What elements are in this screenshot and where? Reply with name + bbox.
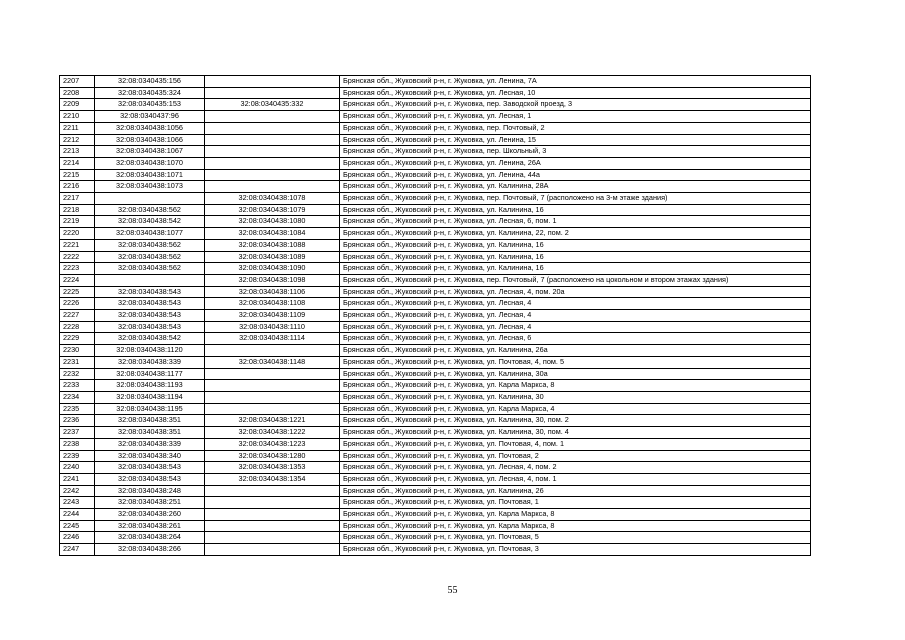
land-cadastral-number-cell: 32:08:0340438:340 — [95, 450, 205, 462]
land-cadastral-number-cell: 32:08:0340438:251 — [95, 497, 205, 509]
row-number-cell: 2245 — [60, 520, 95, 532]
object-cadastral-number-cell — [205, 345, 340, 357]
address-cell: Брянская обл., Жуковский р-н, г. Жуковка, ул. Лесная, 6, пом. 1 — [340, 216, 811, 228]
row-number-cell: 2222 — [60, 251, 95, 263]
land-cadastral-number-cell: 32:08:0340438:260 — [95, 509, 205, 521]
table-row — [60, 111, 811, 123]
object-cadastral-number-cell — [205, 111, 340, 123]
table-row — [60, 146, 811, 158]
object-cadastral-number-cell: 32:08:0340438:1089 — [205, 251, 340, 263]
address-cell: Брянская обл., Жуковский р-н, г. Жуковка, ул. Калинина, 30а — [340, 368, 811, 380]
table-row — [60, 415, 811, 427]
table-row — [60, 263, 811, 275]
land-cadastral-number-cell: 32:08:0340438:1056 — [95, 122, 205, 134]
object-cadastral-number-cell: 32:08:0340438:1080 — [205, 216, 340, 228]
row-number-cell: 2239 — [60, 450, 95, 462]
table-row — [60, 520, 811, 532]
address-cell: Брянская обл., Жуковский р-н, г. Жуковка, ул. Лесная, 4 — [340, 310, 811, 322]
table-row — [60, 216, 811, 228]
object-cadastral-number-cell: 32:08:0340438:1090 — [205, 263, 340, 275]
object-cadastral-number-cell — [205, 368, 340, 380]
object-cadastral-number-cell: 32:08:0340438:1084 — [205, 228, 340, 240]
address-cell: Брянская обл., Жуковский р-н, г. Жуковка, ул. Ленина, 15 — [340, 134, 811, 146]
object-cadastral-number-cell: 32:08:0340438:1223 — [205, 438, 340, 450]
land-cadastral-number-cell: 32:08:0340438:351 — [95, 415, 205, 427]
row-number-cell: 2231 — [60, 356, 95, 368]
object-cadastral-number-cell: 32:08:0340438:1280 — [205, 450, 340, 462]
table-row — [60, 427, 811, 439]
table-row — [60, 462, 811, 474]
address-cell: Брянская обл., Жуковский р-н, г. Жуковка, ул. Калинина, 16 — [340, 239, 811, 251]
row-number-cell: 2207 — [60, 76, 95, 88]
land-cadastral-number-cell: 32:08:0340438:543 — [95, 298, 205, 310]
object-cadastral-number-cell: 32:08:0340435:332 — [205, 99, 340, 111]
object-cadastral-number-cell — [205, 157, 340, 169]
table-row — [60, 485, 811, 497]
row-number-cell: 2218 — [60, 204, 95, 216]
row-number-cell: 2227 — [60, 310, 95, 322]
table-row — [60, 134, 811, 146]
land-cadastral-number-cell: 32:08:0340438:1070 — [95, 157, 205, 169]
land-cadastral-number-cell: 32:08:0340438:248 — [95, 485, 205, 497]
land-cadastral-number-cell: 32:08:0340438:1194 — [95, 391, 205, 403]
table-row — [60, 391, 811, 403]
land-cadastral-number-cell: 32:08:0340438:562 — [95, 204, 205, 216]
address-cell: Брянская обл., Жуковский р-н, г. Жуковка, ул. Калинина, 26 — [340, 485, 811, 497]
table-row — [60, 450, 811, 462]
land-cadastral-number-cell: 32:08:0340438:542 — [95, 333, 205, 345]
object-cadastral-number-cell: 32:08:0340438:1222 — [205, 427, 340, 439]
row-number-cell: 2223 — [60, 263, 95, 275]
object-cadastral-number-cell — [205, 497, 340, 509]
land-cadastral-number-cell: 32:08:0340435:153 — [95, 99, 205, 111]
row-number-cell: 2215 — [60, 169, 95, 181]
row-number-cell: 2221 — [60, 239, 95, 251]
row-number-cell: 2243 — [60, 497, 95, 509]
land-cadastral-number-cell: 32:08:0340438:543 — [95, 462, 205, 474]
row-number-cell: 2240 — [60, 462, 95, 474]
object-cadastral-number-cell: 32:08:0340438:1221 — [205, 415, 340, 427]
object-cadastral-number-cell — [205, 169, 340, 181]
row-number-cell: 2242 — [60, 485, 95, 497]
address-cell: Брянская обл., Жуковский р-н, г. Жуковка, пер. Почтовый, 7 (расположено на 3-м этаже здания) — [340, 193, 811, 205]
object-cadastral-number-cell — [205, 485, 340, 497]
object-cadastral-number-cell — [205, 76, 340, 88]
row-number-cell: 2219 — [60, 216, 95, 228]
object-cadastral-number-cell — [205, 403, 340, 415]
table-row — [60, 380, 811, 392]
table-row — [60, 509, 811, 521]
object-cadastral-number-cell: 32:08:0340438:1078 — [205, 193, 340, 205]
object-cadastral-number-cell: 32:08:0340438:1353 — [205, 462, 340, 474]
land-cadastral-number-cell: 32:08:0340438:562 — [95, 239, 205, 251]
land-cadastral-number-cell: 32:08:0340438:351 — [95, 427, 205, 439]
page-number: 55 — [447, 585, 458, 596]
row-number-cell: 2241 — [60, 473, 95, 485]
address-cell: Брянская обл., Жуковский р-н, г. Жуковка, пер. Заводской проезд, 3 — [340, 99, 811, 111]
row-number-cell: 2228 — [60, 321, 95, 333]
address-cell: Брянская обл., Жуковский р-н, г. Жуковка, ул. Лесная, 1 — [340, 111, 811, 123]
table-row — [60, 298, 811, 310]
object-cadastral-number-cell — [205, 146, 340, 158]
row-number-cell: 2230 — [60, 345, 95, 357]
address-cell: Брянская обл., Жуковский р-н, г. Жуковка, пер. Почтовый, 7 (расположено на цокольном и втором этажах здания) — [340, 274, 811, 286]
row-number-cell: 2238 — [60, 438, 95, 450]
object-cadastral-number-cell — [205, 544, 340, 556]
table-row — [60, 122, 811, 134]
table-row — [60, 368, 811, 380]
row-number-cell: 2211 — [60, 122, 95, 134]
table-row — [60, 193, 811, 205]
land-cadastral-number-cell: 32:08:0340435:324 — [95, 87, 205, 99]
row-number-cell: 2244 — [60, 509, 95, 521]
land-cadastral-number-cell: 32:08:0340438:1195 — [95, 403, 205, 415]
land-cadastral-number-cell: 32:08:0340438:261 — [95, 520, 205, 532]
land-cadastral-number-cell: 32:08:0340435:156 — [95, 76, 205, 88]
row-number-cell: 2226 — [60, 298, 95, 310]
row-number-cell: 2237 — [60, 427, 95, 439]
address-cell: Брянская обл., Жуковский р-н, г. Жуковка, ул. Лесная, 6 — [340, 333, 811, 345]
table-row — [60, 204, 811, 216]
address-cell: Брянская обл., Жуковский р-н, г. Жуковка, пер. Почтовый, 2 — [340, 122, 811, 134]
land-cadastral-number-cell — [95, 274, 205, 286]
table-row — [60, 321, 811, 333]
table-row — [60, 239, 811, 251]
registry-table-body — [60, 76, 811, 556]
address-cell: Брянская обл., Жуковский р-н, г. Жуковка, ул. Почтовая, 4, пом. 1 — [340, 438, 811, 450]
address-cell: Брянская обл., Жуковский р-н, г. Жуковка, ул. Карла Маркса, 8 — [340, 509, 811, 521]
table-row — [60, 473, 811, 485]
land-cadastral-number-cell: 32:08:0340438:1067 — [95, 146, 205, 158]
object-cadastral-number-cell: 32:08:0340438:1354 — [205, 473, 340, 485]
address-cell: Брянская обл., Жуковский р-н, г. Жуковка, ул. Ленина, 26А — [340, 157, 811, 169]
row-number-cell: 2236 — [60, 415, 95, 427]
land-cadastral-number-cell: 32:08:0340438:266 — [95, 544, 205, 556]
row-number-cell: 2213 — [60, 146, 95, 158]
address-cell: Брянская обл., Жуковский р-н, г. Жуковка, ул. Лесная, 4, пом. 20а — [340, 286, 811, 298]
table-row — [60, 497, 811, 509]
object-cadastral-number-cell: 32:08:0340438:1114 — [205, 333, 340, 345]
table-row — [60, 345, 811, 357]
object-cadastral-number-cell: 32:08:0340438:1079 — [205, 204, 340, 216]
row-number-cell: 2210 — [60, 111, 95, 123]
object-cadastral-number-cell — [205, 391, 340, 403]
address-cell: Брянская обл., Жуковский р-н, г. Жуковка, ул. Почтовая, 4, пом. 5 — [340, 356, 811, 368]
land-cadastral-number-cell: 32:08:0340437:96 — [95, 111, 205, 123]
land-cadastral-number-cell: 32:08:0340438:339 — [95, 438, 205, 450]
object-cadastral-number-cell — [205, 122, 340, 134]
address-cell: Брянская обл., Жуковский р-н, г. Жуковка, ул. Калинина, 30, пом. 4 — [340, 427, 811, 439]
row-number-cell: 2212 — [60, 134, 95, 146]
address-cell: Брянская обл., Жуковский р-н, г. Жуковка, ул. Почтовая, 5 — [340, 532, 811, 544]
land-cadastral-number-cell: 32:08:0340438:562 — [95, 251, 205, 263]
table-row — [60, 99, 811, 111]
land-cadastral-number-cell: 32:08:0340438:339 — [95, 356, 205, 368]
address-cell: Брянская обл., Жуковский р-н, г. Жуковка, ул. Лесная, 4, пом. 1 — [340, 473, 811, 485]
table-row — [60, 251, 811, 263]
land-cadastral-number-cell: 32:08:0340438:1193 — [95, 380, 205, 392]
address-cell: Брянская обл., Жуковский р-н, г. Жуковка, ул. Калинина, 30, пом. 2 — [340, 415, 811, 427]
table-row — [60, 333, 811, 345]
object-cadastral-number-cell — [205, 134, 340, 146]
row-number-cell: 2208 — [60, 87, 95, 99]
row-number-cell: 2233 — [60, 380, 95, 392]
table-row — [60, 157, 811, 169]
table-row — [60, 87, 811, 99]
address-cell: Брянская обл., Жуковский р-н, г. Жуковка, ул. Почтовая, 2 — [340, 450, 811, 462]
row-number-cell: 2209 — [60, 99, 95, 111]
address-cell: Брянская обл., Жуковский р-н, г. Жуковка, ул. Калинина, 16 — [340, 204, 811, 216]
address-cell: Брянская обл., Жуковский р-н, г. Жуковка, ул. Карла Маркса, 8 — [340, 520, 811, 532]
table-row — [60, 356, 811, 368]
land-cadastral-number-cell: 32:08:0340438:1077 — [95, 228, 205, 240]
object-cadastral-number-cell — [205, 509, 340, 521]
object-cadastral-number-cell — [205, 380, 340, 392]
row-number-cell: 2217 — [60, 193, 95, 205]
object-cadastral-number-cell — [205, 532, 340, 544]
table-row — [60, 181, 811, 193]
object-cadastral-number-cell: 32:08:0340438:1108 — [205, 298, 340, 310]
object-cadastral-number-cell: 32:08:0340438:1109 — [205, 310, 340, 322]
land-cadastral-number-cell: 32:08:0340438:1120 — [95, 345, 205, 357]
land-cadastral-number-cell: 32:08:0340438:542 — [95, 216, 205, 228]
address-cell: Брянская обл., Жуковский р-н, г. Жуковка, ул. Почтовая, 3 — [340, 544, 811, 556]
table-row — [60, 438, 811, 450]
address-cell: Брянская обл., Жуковский р-н, г. Жуковка, ул. Калинина, 22, пом. 2 — [340, 228, 811, 240]
land-cadastral-number-cell: 32:08:0340438:543 — [95, 286, 205, 298]
table-row — [60, 286, 811, 298]
object-cadastral-number-cell — [205, 181, 340, 193]
land-cadastral-number-cell: 32:08:0340438:264 — [95, 532, 205, 544]
table-row — [60, 544, 811, 556]
object-cadastral-number-cell: 32:08:0340438:1106 — [205, 286, 340, 298]
address-cell: Брянская обл., Жуковский р-н, г. Жуковка, ул. Калинина, 30 — [340, 391, 811, 403]
row-number-cell: 2246 — [60, 532, 95, 544]
table-row — [60, 310, 811, 322]
object-cadastral-number-cell: 32:08:0340438:1088 — [205, 239, 340, 251]
table-row — [60, 169, 811, 181]
land-cadastral-number-cell: 32:08:0340438:1071 — [95, 169, 205, 181]
object-cadastral-number-cell: 32:08:0340438:1148 — [205, 356, 340, 368]
row-number-cell: 2216 — [60, 181, 95, 193]
object-cadastral-number-cell — [205, 87, 340, 99]
land-cadastral-number-cell: 32:08:0340438:562 — [95, 263, 205, 275]
land-cadastral-number-cell: 32:08:0340438:543 — [95, 321, 205, 333]
row-number-cell: 2224 — [60, 274, 95, 286]
address-cell: Брянская обл., Жуковский р-н, г. Жуковка, пер. Школьный, 3 — [340, 146, 811, 158]
land-cadastral-number-cell — [95, 193, 205, 205]
object-cadastral-number-cell: 32:08:0340438:1110 — [205, 321, 340, 333]
address-cell: Брянская обл., Жуковский р-н, г. Жуковка, ул. Лесная, 4, пом. 2 — [340, 462, 811, 474]
object-cadastral-number-cell: 32:08:0340438:1098 — [205, 274, 340, 286]
address-cell: Брянская обл., Жуковский р-н, г. Жуковка, ул. Лесная, 4 — [340, 298, 811, 310]
address-cell: Брянская обл., Жуковский р-н, г. Жуковка, ул. Почтовая, 1 — [340, 497, 811, 509]
address-cell: Брянская обл., Жуковский р-н, г. Жуковка, ул. Ленина, 44а — [340, 169, 811, 181]
object-cadastral-number-cell — [205, 520, 340, 532]
address-cell: Брянская обл., Жуковский р-н, г. Жуковка, ул. Карла Маркса, 4 — [340, 403, 811, 415]
row-number-cell: 2220 — [60, 228, 95, 240]
address-cell: Брянская обл., Жуковский р-н, г. Жуковка, ул. Калинина, 28А — [340, 181, 811, 193]
land-cadastral-number-cell: 32:08:0340438:1177 — [95, 368, 205, 380]
row-number-cell: 2232 — [60, 368, 95, 380]
row-number-cell: 2214 — [60, 157, 95, 169]
address-cell: Брянская обл., Жуковский р-н, г. Жуковка, ул. Лесная, 4 — [340, 321, 811, 333]
address-cell: Брянская обл., Жуковский р-н, г. Жуковка, ул. Калинина, 26а — [340, 345, 811, 357]
address-cell: Брянская обл., Жуковский р-н, г. Жуковка, ул. Ленина, 7А — [340, 76, 811, 88]
row-number-cell: 2225 — [60, 286, 95, 298]
land-cadastral-number-cell: 32:08:0340438:1073 — [95, 181, 205, 193]
address-cell: Брянская обл., Жуковский р-н, г. Жуковка, ул. Калинина, 16 — [340, 251, 811, 263]
address-cell: Брянская обл., Жуковский р-н, г. Жуковка, ул. Лесная, 10 — [340, 87, 811, 99]
table-row — [60, 532, 811, 544]
registry-table — [59, 75, 811, 556]
table-row — [60, 76, 811, 88]
row-number-cell: 2247 — [60, 544, 95, 556]
table-row — [60, 228, 811, 240]
address-cell: Брянская обл., Жуковский р-н, г. Жуковка, ул. Калинина, 16 — [340, 263, 811, 275]
address-cell: Брянская обл., Жуковский р-н, г. Жуковка, ул. Карла Маркса, 8 — [340, 380, 811, 392]
row-number-cell: 2234 — [60, 391, 95, 403]
land-cadastral-number-cell: 32:08:0340438:1066 — [95, 134, 205, 146]
land-cadastral-number-cell: 32:08:0340438:543 — [95, 310, 205, 322]
table-row — [60, 403, 811, 415]
row-number-cell: 2235 — [60, 403, 95, 415]
row-number-cell: 2229 — [60, 333, 95, 345]
land-cadastral-number-cell: 32:08:0340438:543 — [95, 473, 205, 485]
table-row — [60, 274, 811, 286]
